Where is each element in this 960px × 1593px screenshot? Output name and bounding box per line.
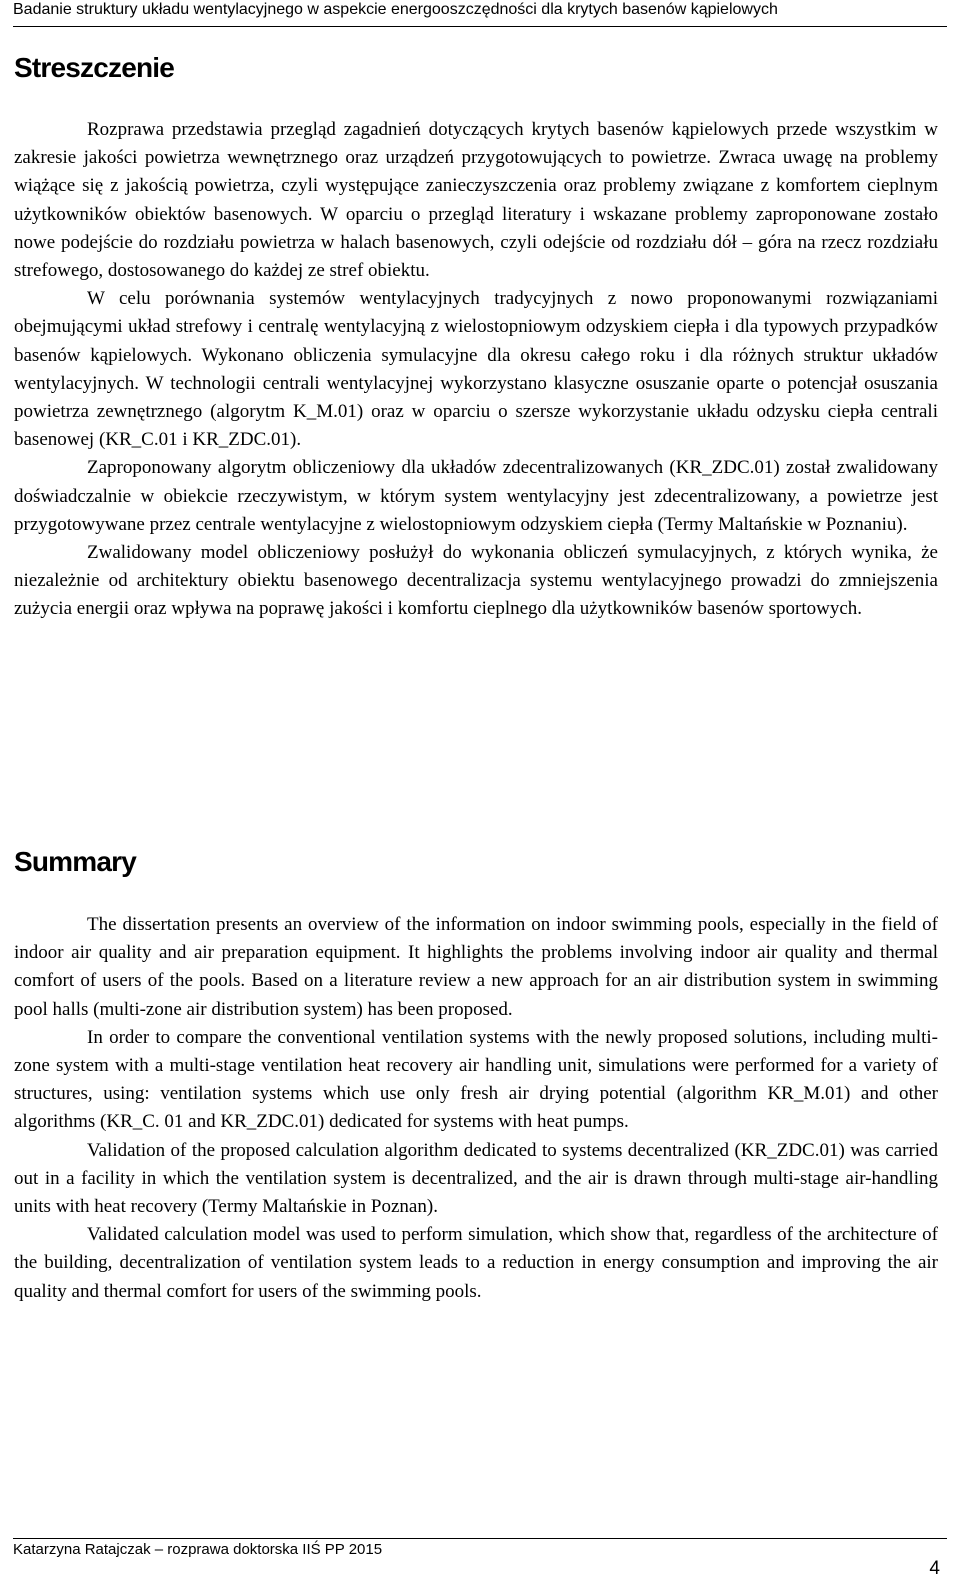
summary-body [14,911,938,1306]
page-number: 4 [929,1558,940,1579]
summary-paragraph: Validation of the proposed calculation algorithm dedicated to systems decentralized (KR_ZDC.01) was carried out in a facility in which the ventilation system is decentralized, and the air is drawn through multi-stage air-handling units with heat recovery (Termy Maltańskie in Poznan). [14,1139,938,1218]
summary-paragraph: Validated calculation model was used to perform simulation, which show that, regardless of the architecture of the building, decentralization of ventilation system leads to a reduction in energy consumption and improving the air quality and thermal comfort for users of the swimming pools. [14,1224,938,1302]
streszczenie-paragraph: Zwalidowany model obliczeniowy posłużył do wykonania obliczeń symulacyjnych, z których wynika, że niezależnie od architektury obiektu basenowego decentralizacja systemu wentylacyjnego prowadzi do zmniejszenia zużycia energii oraz wpływa na poprawę jakości i komfortu cieplnego dla użytkowników basenów sportowych. [14,542,938,620]
summary-paragraph: In order to compare the conventional ventilation systems with the newly proposed solutions, including multi-zone system with a multi-stage ventilation heat recovery air handling unit, simulations were performed for a variety of structures, using: ventilation systems which use only fresh air drying potential (algorithm KR_M.01) and other algorithms (KR_C. 01 and KR_ZDC.01) dedicated for systems with heat pumps. [14,1026,938,1133]
streszczenie-paragraph: W celu porównania systemów wentylacyjnych tradycyjnych z nowo proponowanymi rozwiązaniami obejmującymi układ strefowy i centralę wentylacyjną z wielostopniowym odzyskiem ciepła i dla typowych przypadków basenów kąpielowych. Wykonano obliczenia symulacyjne dla okresu całego roku i dla różnych struktur układów wentylacyjnych. W technologii centrali wentylacyjnej wykorzystano klasyczne osuszanie oparte o potencjał osuszania powietrza zewnętrznego (algorytm K_M.01) oraz w oparciu o szersze wykorzystanie układu odzysku ciepła centrali basenowej (KR_C.01 i KR_ZDC.01). [14,288,938,451]
streszczenie-paragraph: Zaproponowany algorytm obliczeniowy dla układów zdecentralizowanych (KR_ZDC.01) został zwalidowany doświadczalnie w obiekcie rzeczywistym, w którym system wentylacyjny jest zdecentralizowany, a powietrze jest przygotowywane przez centrale wentylacyjne z wielostopniowym odzyskiem ciepła (Termy Maltańskie w Poznaniu). [14,457,938,535]
streszczenie-paragraph: Rozprawa przedstawia przegląd zagadnień dotyczących krytych basenów kąpielowych przede wszystkim w zakresie jakości powietrza wewnętrznego oraz urządzeń przygotowujących to powietrze. Zwraca uwagę na problemy wiążące się z jakością powietrza, czyli występujące zanieczyszczenia oraz problemy związane z komfortem cieplnym użytkowników obiektów basenowych. W oparciu o przegląd literatury i wskazane problemy zaproponowane zostało nowe podejście do rozdziału powietrza w halach basenowych, czyli odejście od rozdziału dół – góra na rzecz rozdziału strefowego, dostosowanego do każdej ze stref obiektu. [14,119,938,282]
footer-author-line: Katarzyna Ratajczak – rozprawa doktorska IIŚ PP 2015 [13,1541,383,1558]
running-header: Badanie struktury układu wentylacyjnego w aspekcie energooszczędności dla krytych basenów kąpielowych [13,0,947,27]
summary-heading: Summary [14,846,137,877]
streszczenie-body [14,116,938,624]
summary-paragraph: The dissertation presents an overview of the information on indoor swimming pools, especially in the field of indoor air quality and air preparation equipment. It highlights the problems involving indoor air quality and thermal comfort of users of the pools. Based on a literature review a new approach for an air distribution system in swimming pool halls (multi-zone air distribution system) has been proposed. [14,914,938,1020]
streszczenie-heading: Streszczenie [14,52,175,83]
footer-divider [13,1538,947,1539]
